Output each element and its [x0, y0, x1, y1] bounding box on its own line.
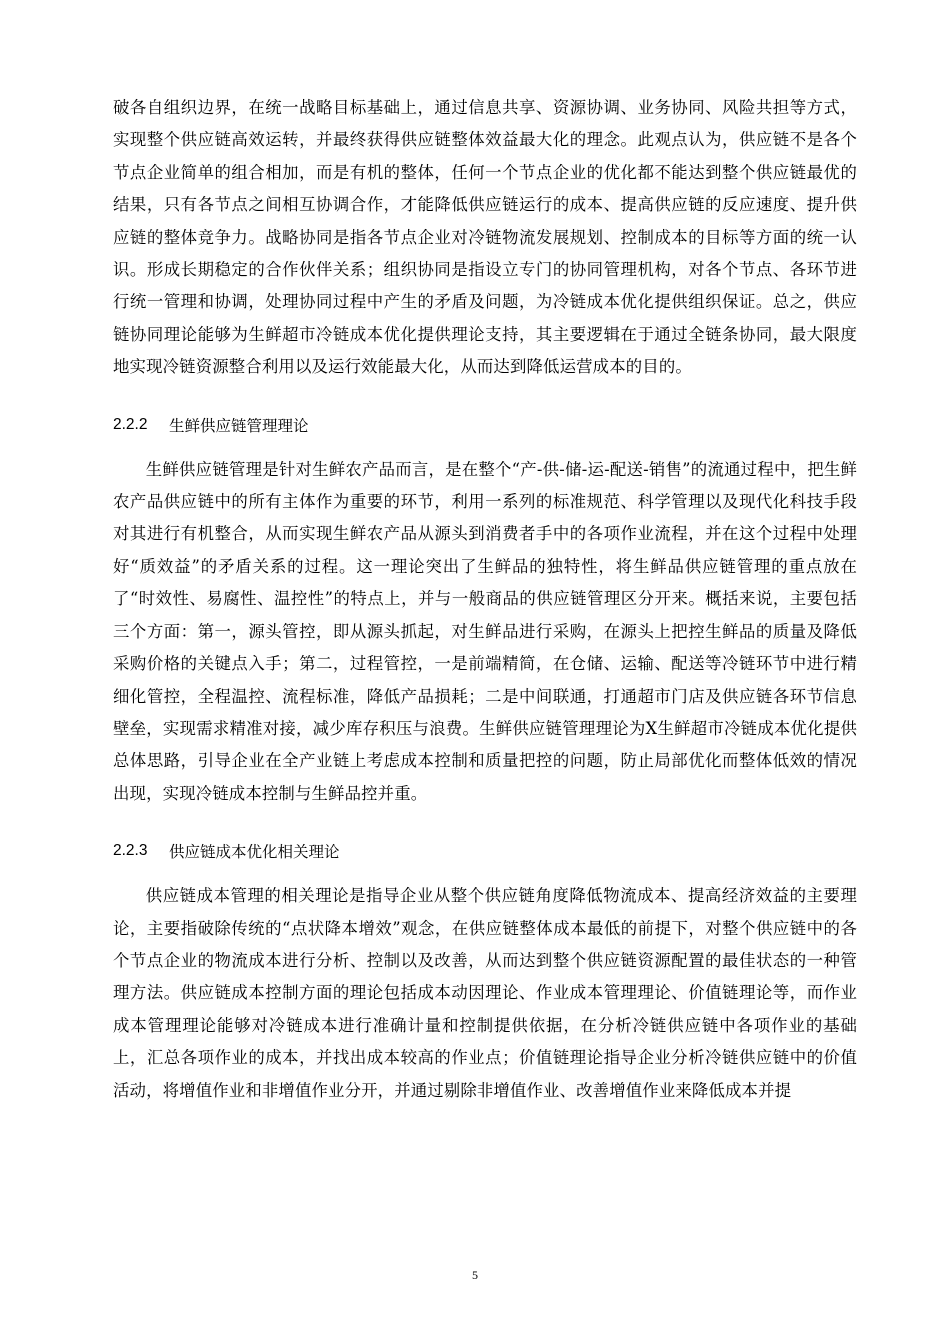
section-title: 生鲜供应链管理理论 — [169, 416, 309, 435]
body-paragraph-fresh-supply-chain: 生鲜供应链管理是针对生鲜农产品而言，是在整个“产-供-储-运-配送-销售”的流通过程中，把生鲜农产品供应链中的所有主体作为重要的环节，利用一系列的标准规范、科学管理以及现代化科技手段对其进行有机整合，从而实现生鲜农产品从源头到消费者手中的各项作业流程，并在这个过程中处理好“质效益”的矛盾关系的过程。这一理论突出了生鲜品的独特性，将生鲜品供应链管理的重点放在了“时效性、易腐性、温控性”的特点上，并与一般商品的供应链管理区分开来。概括来说，主要包括三个方面：第一，源头管控，即从源头抓起，对生鲜品进行采购，在源头上把控生鲜品的质量及降低采购价格的关键点入手；第二，过程管控，一是前端精简，在仓储、运输、配送等冷链环节中进行精细化管控，全程温控、流程标准，降低产品损耗；二是中间联通，打通超市门店及供应链各环节信息壁垒，实现需求精准对接，减少库存积压与浪费。生鲜供应链管理理论为X生鲜超市冷链成本优化提供总体思路，引导企业在全产业链上考虑成本控制和质量把控的问题，防止局部优化而整体低效的情况出现，实现冷链成本控制与生鲜品控并重。 — [113, 459, 857, 803]
section-title: 供应链成本优化相关理论 — [169, 843, 340, 862]
body-paragraph-continued: 破各自组织边界，在统一战略目标基础上，通过信息共享、资源协调、业务协同、风险共担等方式，实现整个供应链高效运转，并最终获得供应链整体效益最大化的理念。此观点认为，供应链不是各个节点企业简单的组合相加，而是有机的整体，任何一个节点企业的优化都不能达到整个供应链最优的结果，只有各节点之间相互协调合作，才能降低供应链运行的成本、提高供应链的反应速度、提升供应链的整体竞争力。战略协同是指各节点企业对冷链物流发展规划、控制成本的目标等方面的统一认识。形成长期稳定的合作伙伴关系；组织协同是指设立专门的协同管理机构，对各个节点、各环节进行统一管理和协调，处理协同过程中产生的矛盾及问题，为冷链成本优化提供组织保证。总之，供应链协同理论能够为生鲜超市冷链成本优化提供理论支持，其主要逻辑在于通过全链条协同，最大限度地实现冷链资源整合利用以及运行效能最大化，从而达到降低运营成本的目的。 — [113, 98, 857, 377]
page-content — [113, 92, 857, 1107]
body-paragraph-cost-optimization: 供应链成本管理的相关理论是指导企业从整个供应链角度降低物流成本、提高经济效益的主要理论，主要指破除传统的“点状降本增效”观念，在供应链整体成本最低的前提下，对整个供应链中的各个节点企业的物流成本进行分析、控制以及改善，从而达到整个供应链资源配置的最佳状态的一种管理方法。供应链成本控制方面的理论包括成本动因理论、作业成本管理理论、价值链理论等，而作业成本管理理论能够对冷链成本进行准确计量和控制提供依据，在分析冷链供应链中各项作业的基础上，汇总各项作业的成本，并找出成本较高的作业点；价值链理论指导企业分析冷链供应链中的价值活动，将增值作业和非增值作业分开，并通过剔除非增值作业、改善增值作业来降低成本并提 — [113, 886, 857, 1100]
section-heading-2-2-2 — [113, 396, 857, 454]
section-heading-2-2-3 — [113, 822, 857, 880]
section-number: 2.2.3 — [113, 842, 148, 860]
page-number: 5 — [472, 1268, 478, 1282]
section-number: 2.2.2 — [113, 415, 148, 433]
